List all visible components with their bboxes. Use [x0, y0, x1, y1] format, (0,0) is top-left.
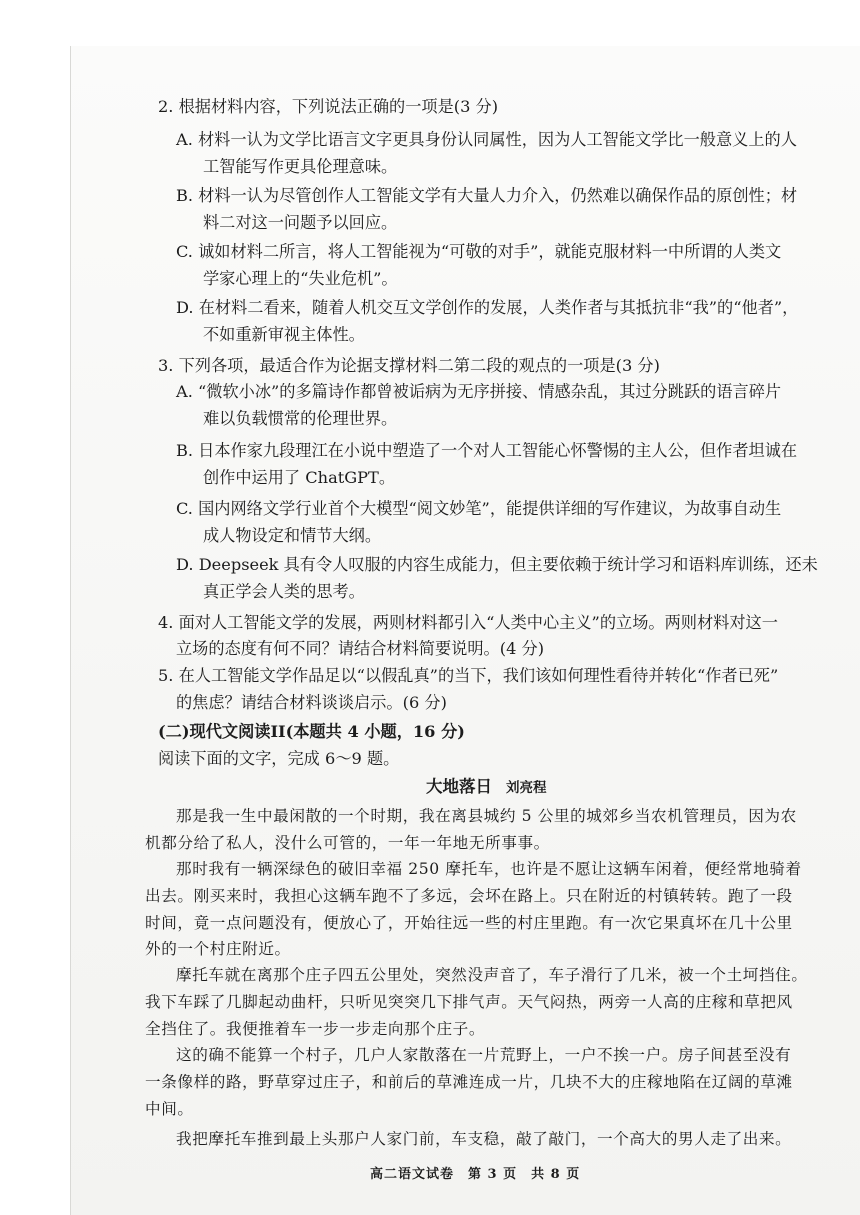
question-2-option-a-line1: A. 材料一认为文学比语言文字更具身份认同属性，因为人工智能文学比一般意义上的人 — [176, 130, 797, 149]
question-2-option-c-line2: 学家心理上的“失业危机”。 — [203, 269, 398, 288]
question-3-option-b-line2: 创作中运用了 ChatGPT。 — [203, 468, 396, 487]
paragraph-4-line2: 一条像样的路，野草穿过庄子，和前后的草滩连成一片，几块不大的庄稼地陷在辽阔的草滩 — [145, 1073, 793, 1091]
question-3-option-d-line2: 真正学会人类的思考。 — [203, 582, 365, 601]
question-2-option-c-line1: C. 诚如材料二所言，将人工智能视为“可敬的对手”，就能克服材料一中所谓的人类文 — [176, 242, 782, 261]
paragraph-3-line3: 全挡住了。我便推着车一步一步走向那个庄子。 — [145, 1020, 486, 1038]
question-5-line2: 的焦虑？请结合材料谈谈启示。(6 分) — [176, 693, 447, 712]
question-5-line1: 5. 在人工智能文学作品足以“以假乱真”的当下，我们该如何理性看待并转化“作者已死” — [158, 666, 779, 685]
paragraph-3-line2: 我下车踩了几脚起动曲杆，只听见突突几下排气声。天气闷热，两旁一人高的庄稼和草把风 — [145, 993, 793, 1011]
question-3-option-c-line2: 成人物设定和情节大纲。 — [203, 526, 382, 545]
paragraph-2-line3: 时间，竟一点问题没有，便放心了，开始往远一些的村庄里跑。有一次它果真坏在几十公里 — [145, 914, 793, 932]
question-3-option-b-line1: B. 日本作家九段理江在小说中塑造了一个对人工智能心怀警惕的主人公，但作者坦诚在 — [176, 441, 798, 460]
question-3-option-c-line1: C. 国内网络文学行业首个大模型“阅文妙笔”，能提供详细的写作建议，为故事自动生 — [176, 499, 782, 518]
article-title-block — [426, 776, 547, 799]
paragraph-2-line1: 那时我有一辆深绿色的破旧幸福 250 摩托车，也许是不愿让这辆车闲着，便经常地骑着 — [176, 860, 802, 878]
question-2-option-b-line1: B. 材料一认为尽管创作人工智能文学有大量人力介入，仍然难以确保作品的原创性；材 — [176, 186, 798, 205]
paragraph-4-line1: 这的确不能算一个村子，几户人家散落在一片荒野上，一户不挨一户。房子间甚至没有 — [176, 1046, 792, 1064]
question-4-line1: 4. 面对人工智能文学的发展，两则材料都引入“人类中心主义”的立场。两则材料对这一 — [158, 613, 778, 632]
section-instruction: 阅读下面的文字，完成 6～9 题。 — [158, 749, 400, 768]
question-2-option-a-line2: 工智能写作更具伦理意味。 — [203, 157, 398, 176]
question-3-stem: 3. 下列各项，最适合作为论据支撑材料二第二段的观点的一项是(3 分) — [158, 356, 660, 375]
paragraph-2-line4: 外的一个村庄附近。 — [145, 940, 291, 958]
question-2-option-d-line2: 不如重新审视主体性。 — [203, 325, 365, 344]
question-4-line2: 立场的态度有何不同？请结合材料简要说明。(4 分) — [176, 639, 545, 658]
question-2-option-b-line2: 料二对这一问题予以回应。 — [203, 213, 398, 232]
paragraph-2-line2: 出去。刚买来时，我担心这辆车跑不了多远，会坏在路上。只在附近的村镇转转。跑了一段 — [145, 887, 793, 905]
paragraph-1-line1: 那是我一生中最闲散的一个时期，我在离县城约 5 公里的城郊乡当农机管理员，因为农 — [176, 807, 797, 825]
paragraph-1-line2: 机都分给了私人，没什么可管的，一年一年地无所事事。 — [145, 834, 550, 852]
question-3-option-a-line2: 难以负载惯常的伦理世界。 — [203, 409, 398, 428]
paragraph-5-line1: 我把摩托车推到最上头那户人家门前，车支稳，敲了敲门，一个高大的男人走了出来。 — [176, 1130, 792, 1148]
question-3-option-a-line1: A. “微软小冰”的多篇诗作都曾被诟病为无序拼接、情感杂乱，其过分跳跃的语言碎片 — [176, 382, 782, 401]
article-author: 刘亮程 — [506, 780, 547, 796]
article-title: 大地落日 — [426, 777, 492, 796]
page-footer: 高二语文试卷 第 3 页 共 8 页 — [370, 1167, 581, 1182]
section-heading: (二)现代文阅读II(本题共 4 小题，16 分) — [158, 722, 465, 741]
question-2-stem: 2. 根据材料内容，下列说法正确的一项是(3 分) — [158, 97, 499, 116]
question-2-option-d-line1: D. 在材料二看来，随着人机交互文学创作的发展，人类作者与其抵抗非“我”的“他者”， — [176, 298, 799, 317]
paragraph-4-line3: 中间。 — [145, 1100, 194, 1118]
paragraph-3-line1: 摩托车就在离那个庄子四五公里处，突然没声音了，车子滑行了几米，被一个土坷挡住。 — [176, 966, 808, 984]
question-3-option-d-line1: D. Deepseek 具有令人叹服的内容生成能力，但主要依赖于统计学习和语料库训练，还未 — [176, 555, 818, 574]
